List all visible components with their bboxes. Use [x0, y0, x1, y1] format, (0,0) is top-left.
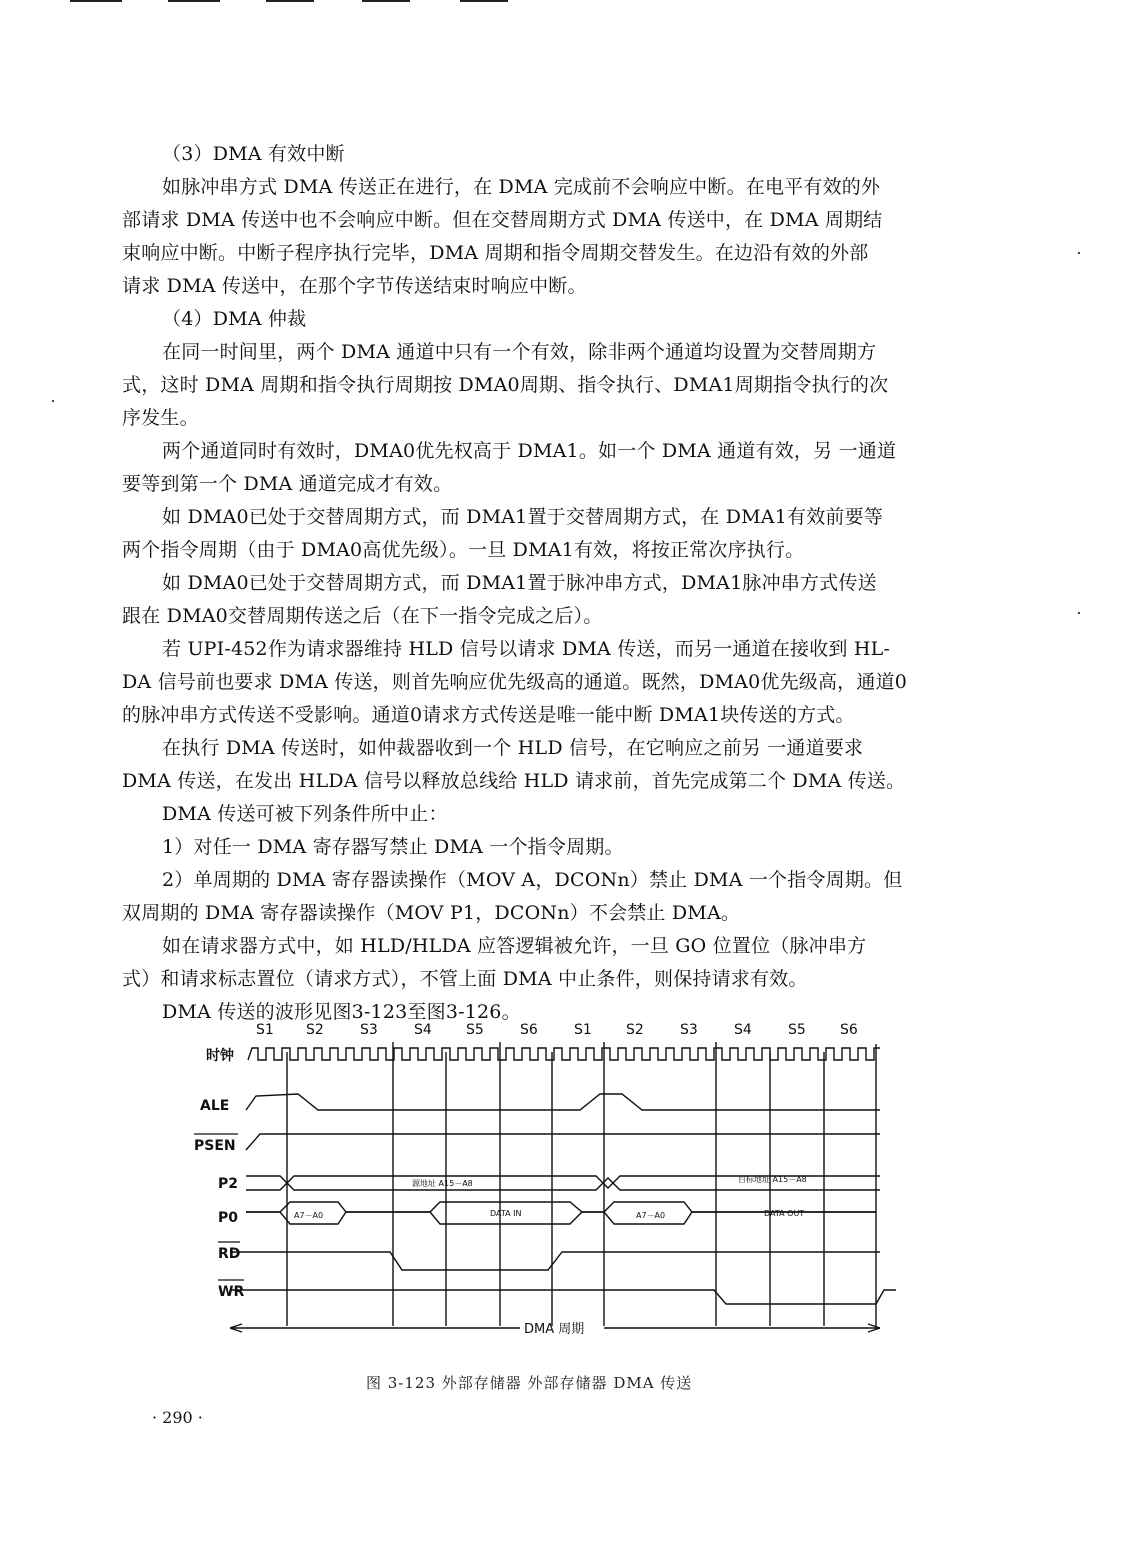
paragraph-line: 部请求 DMA 传送中也不会响应中断。但在交替周期方式 DMA 传送中，在 DMA 周期结: [122, 209, 883, 231]
dma-cycle-label: DMA 周期: [524, 1322, 585, 1337]
state-label: S1: [574, 1022, 592, 1038]
signal-label-clock: 时钟: [206, 1048, 234, 1064]
paragraph-line: DA 信号前也要求 DMA 传送，则首先响应优先级高的通道。既然，DMA0优先级高，通道0: [122, 671, 908, 693]
paragraph-line: 2）单周期的 DMA 寄存器读操作（MOV A，DCONn）禁止 DMA 一个指令周期。但: [162, 869, 903, 891]
bus-label-data-in: DATA IN: [490, 1209, 522, 1218]
bus-label-a7a0-2: A7－A0: [636, 1211, 666, 1220]
paragraph-line: 式，这时 DMA 周期和指令执行周期按 DMA0周期、指令执行、DMA1周期指令执行的次: [122, 374, 889, 396]
signal-label-wr: WR: [218, 1284, 245, 1300]
bus-label-src-addr: 源地址 A15－A8: [412, 1179, 473, 1188]
signal-label-psen: PSEN: [194, 1138, 236, 1154]
paragraph-line: DMA 传送的波形见图3-123至图3-126。: [162, 1001, 521, 1023]
section-heading-4: （4）DMA 仲裁: [162, 308, 307, 330]
paragraph-line: 若 UPI-452作为请求器维持 HLD 信号以请求 DMA 传送，而另一通道在接收到 HL-: [162, 638, 891, 660]
psen-waveform: [246, 1134, 880, 1150]
figure-caption: 图 3-123 外部存储器 外部存储器 DMA 传送: [366, 1374, 693, 1392]
paragraph-line: DMA 传送可被下列条件所中止：: [162, 803, 448, 825]
timing-diagram: [190, 1014, 910, 1374]
paragraph-line: DMA 传送，在发出 HLDA 信号以释放总线给 HLD 请求前，首先完成第二个 DMA 传送。: [122, 770, 906, 792]
rd-waveform: [230, 1252, 880, 1270]
page-number: · 290 ·: [152, 1408, 203, 1427]
paragraph-line: 在执行 DMA 传送时，如仲裁器收到一个 HLD 信号，在它响应之前另 一通道要求: [162, 737, 864, 759]
bus-label-a7a0-1: A7－A0: [294, 1211, 324, 1220]
scan-speck: [52, 400, 54, 402]
scan-speck: [1078, 612, 1080, 614]
signal-label-ale: ALE: [200, 1098, 230, 1114]
state-label: S3: [360, 1022, 378, 1038]
paragraph-line: 序发生。: [122, 407, 199, 429]
state-label: S5: [788, 1022, 806, 1038]
paragraph-line: 两个指令周期（由于 DMA0高优先级）。一旦 DMA1有效，将按正常次序执行。: [122, 539, 805, 561]
bus-label-data-out: DATA OUT: [764, 1209, 805, 1218]
state-label: S2: [306, 1022, 324, 1038]
paragraph-line: 两个通道同时有效时，DMA0优先权高于 DMA1。如一个 DMA 通道有效，另 一通道: [162, 440, 897, 462]
state-label: S6: [520, 1022, 538, 1038]
paragraph-line: 跟在 DMA0交替周期传送之后（在下一指令完成之后）。: [122, 605, 603, 627]
state-label: S3: [680, 1022, 698, 1038]
paragraph-line: 双周期的 DMA 寄存器读操作（MOV P1，DCONn）不会禁止 DMA。: [122, 902, 741, 924]
state-label: S6: [840, 1022, 858, 1038]
section-heading-3: （3）DMA 有效中断: [162, 143, 345, 165]
top-edge-marks: [0, 0, 1122, 6]
timing-diagram-svg: [190, 1014, 910, 1374]
paragraph-line: 如脉冲串方式 DMA 传送正在进行，在 DMA 完成前不会响应中断。在电平有效的外: [162, 176, 881, 198]
bus-label-dst-addr: 目标地址 A15－A8: [738, 1175, 807, 1184]
clock-waveform: [248, 1048, 880, 1060]
state-label: S1: [256, 1022, 274, 1038]
paragraph-line: 式）和请求标志置位（请求方式），不管上面 DMA 中止条件，则保持请求有效。: [122, 968, 808, 990]
scan-speck: [1078, 252, 1080, 254]
state-label: S2: [626, 1022, 644, 1038]
paragraph-line: 束响应中断。中断子程序执行完毕，DMA 周期和指令周期交替发生。在边沿有效的外部: [122, 242, 869, 264]
paragraph-line: 请求 DMA 传送中，在那个字节传送结束时响应中断。: [122, 275, 587, 297]
paragraph-line: 要等到第一个 DMA 通道完成才有效。: [122, 473, 453, 495]
state-label: S4: [734, 1022, 752, 1038]
paragraph-line: 如 DMA0已处于交替周期方式，而 DMA1置于交替周期方式，在 DMA1有效前要等: [162, 506, 884, 528]
paragraph-line: 在同一时间里，两个 DMA 通道中只有一个有效，除非两个通道均设置为交替周期方: [162, 341, 877, 363]
signal-label-rd: RD: [218, 1246, 241, 1262]
state-label: S5: [466, 1022, 484, 1038]
ale-waveform: [246, 1094, 880, 1110]
paragraph-line: 如在请求器方式中，如 HLD/HLDA 应答逻辑被允许，一旦 GO 位置位（脉冲串方: [162, 935, 867, 957]
paragraph-line: 如 DMA0已处于交替周期方式，而 DMA1置于脉冲串方式，DMA1脉冲串方式传送: [162, 572, 877, 594]
state-label: S4: [414, 1022, 432, 1038]
body-text: [122, 138, 942, 1029]
wr-waveform: [230, 1290, 896, 1304]
paragraph-line: 的脉冲串方式传送不受影响。通道0请求方式传送是唯一能中断 DMA1块传送的方式。: [122, 704, 855, 726]
signal-label-p0: P0: [218, 1210, 239, 1226]
paragraph-line: 1）对任一 DMA 寄存器写禁止 DMA 一个指令周期。: [162, 836, 624, 858]
signal-label-p2: P2: [218, 1176, 239, 1192]
